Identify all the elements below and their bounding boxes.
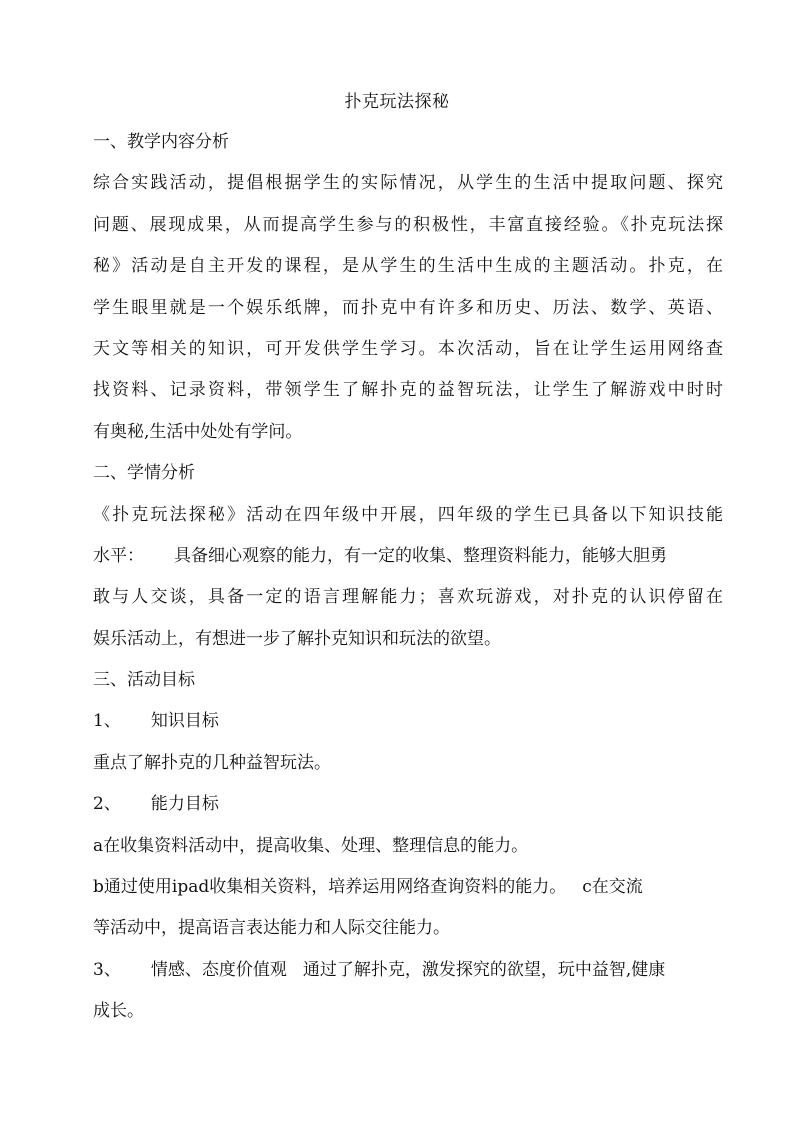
objective-text: 重点了解扑克的几种益智玩法。 <box>93 752 331 773</box>
document-body <box>93 122 723 1033</box>
objective-item-c-start: c在交流 <box>582 877 643 898</box>
objective-heading-ability <box>93 784 723 825</box>
section-heading-content-analysis: 一、教学内容分析 <box>93 132 229 152</box>
paragraph-line: 娱乐活动上，有想进一步了解扑克知识和玩法的欲望。 <box>93 628 501 649</box>
objective-item-c-end: 等活动中，提高语言表达能力和人际交往能力。 <box>93 918 450 939</box>
paragraph-line: 学生眼里就是一个娱乐纸牌，而扑克中有许多和历史、历法、数学、英语、 <box>93 297 723 318</box>
paragraph-line: 天文等相关的知识，可开发供学生学习。本次活动，旨在让学生运用网络查 <box>93 338 723 359</box>
paragraph-line: 有奥秘,生活中处处有学问。 <box>93 421 303 442</box>
objective-number: 1、 <box>93 711 121 732</box>
objective-label: 情感、态度价值观 <box>150 959 287 980</box>
objective-item-b-line <box>93 867 723 908</box>
objective-heading-attitude <box>93 950 723 991</box>
paragraph-line: 综合实践活动，提倡根据学生的实际情况，从学生的生活中提取问题、探究 <box>93 173 723 194</box>
objective-label: 知识目标 <box>150 711 219 732</box>
objective-heading-knowledge <box>93 701 723 742</box>
paragraph-line: 敢与人交谈，具备一定的语言理解能力；喜欢玩游戏，对扑克的认识停留在 <box>93 587 723 608</box>
objective-item-a: a在收集资料活动中，提高收集、处理、整理信息的能力。 <box>93 835 529 856</box>
paragraph-line: 《扑克玩法探秘》活动在四年级中开展，四年级的学生已具备以下知识技能 <box>93 504 723 525</box>
paragraph-line: 问题、展现成果，从而提高学生参与的积极性，丰富直接经验。《扑克玩法探 <box>93 214 723 235</box>
paragraph-fragment: 具备细心观察的能力，有一定的收集、整理资料能力，能够大胆勇 <box>174 545 667 566</box>
objective-text-end: 成长。 <box>93 1001 144 1022</box>
section-heading-learner-analysis: 二、学情分析 <box>93 463 195 484</box>
paragraph-fragment: 水平： <box>93 545 144 566</box>
paragraph-line-composite <box>93 536 723 577</box>
page-title: 扑克玩法探秘 <box>344 92 450 112</box>
paragraph-line: 秘》活动是自主开发的课程，是从学生的生活中生成的主题活动。扑克，在 <box>93 256 723 277</box>
objective-label: 能力目标 <box>150 794 219 815</box>
objective-item-b: b通过使用ipad收集相关资料，培养运用网络查询资料的能力。 <box>93 877 567 898</box>
section-heading-objectives: 三、活动目标 <box>93 670 195 691</box>
paragraph-line: 找资料、记录资料，带领学生了解扑克的益智玩法，让学生了解游戏中时时 <box>93 380 723 401</box>
objective-number: 2、 <box>93 794 121 815</box>
objective-number: 3、 <box>93 959 121 980</box>
objective-text-start: 通过了解扑克，激发探究的欲望，玩中益智,健康 <box>302 959 666 980</box>
